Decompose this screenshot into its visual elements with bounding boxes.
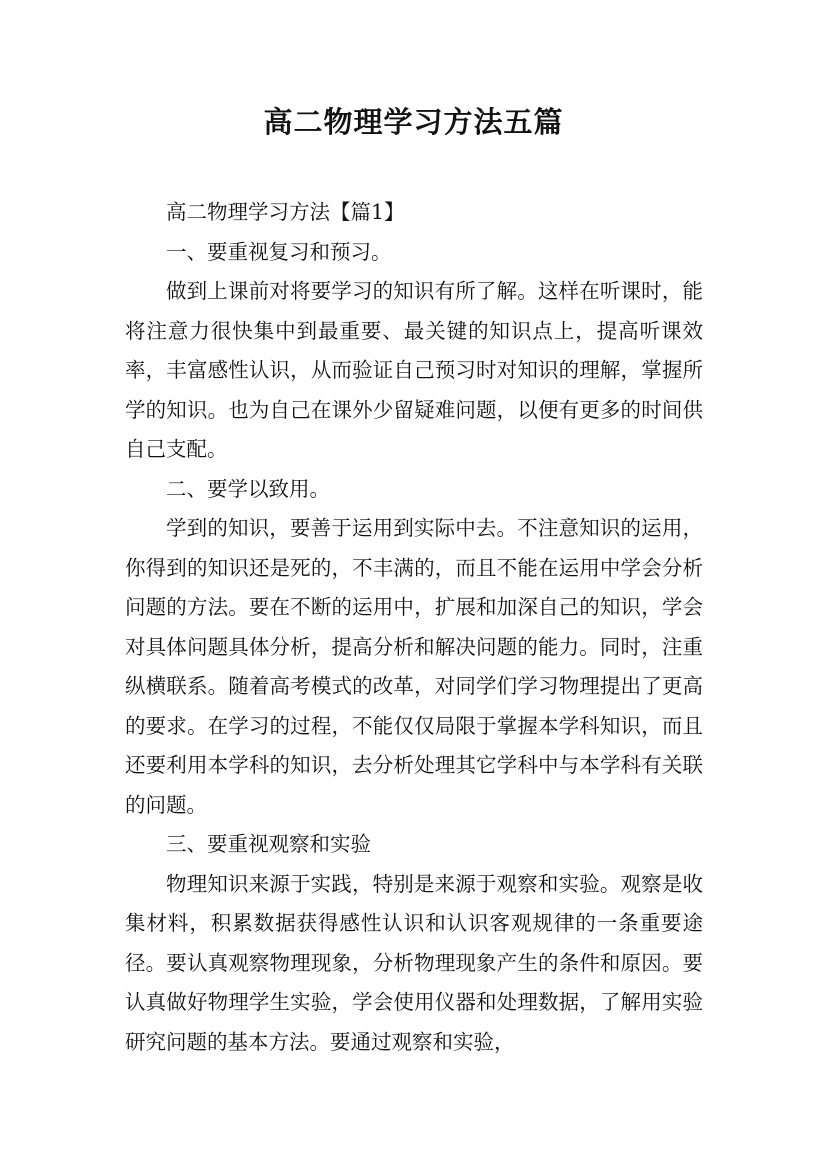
document-body xyxy=(125,193,703,1062)
subheading-observation-experiment: 三、要重视观察和实验 xyxy=(166,832,371,856)
section-heading: 高二物理学习方法【篇1】 xyxy=(166,200,405,224)
document-title: 高二物理学习方法五篇 xyxy=(263,105,564,139)
paragraph-apply-learning: 学到的知识，要善于运用到实际中去。不注意知识的运用，你得到的知识还是死的，不丰满的，而且不能在运用中学会分析问题的方法。要在不断的运用中，扩展和加深自己的知识，学会对具体问题具体分析，提高分析和解决问题的能力。同时，注重纵横联系。随着高考模式的改革，对同学们学习物理提出了更高的要求。在学习的过程，不能仅仅局限于掌握本学科知识，而且还要利用本学科的知识，去分析处理其它学科中与本学科有关联的问题。 xyxy=(125,516,703,817)
subheading-review-preview: 一、要重视复习和预习。 xyxy=(166,239,392,264)
subheading-apply-learning: 二、要学以致用。 xyxy=(166,476,330,501)
paragraph-observation-experiment: 物理知识来源于实践，特别是来源于观察和实验。观察是收集材料，积累数据获得感性认识和认识客观规律的一条重要途径。要认真观察物理现象，分析物理现象产生的条件和原因。要认真做好物理学生实验，学会使用仪器和处理数据，了解用实验研究问题的基本方法。要通过观察和实验， xyxy=(125,871,703,1054)
paragraph-review-preview: 做到上课前对将要学习的知识有所了解。这样在听课时，能将注意力很快集中到最重要、最关键的知识点上，提高听课效率，丰富感性认识，从而验证自己预习时对知识的理解，掌握所学的知识。也为自己在课外少留疑难问题，以便有更多的时间供自己支配。 xyxy=(125,279,703,461)
